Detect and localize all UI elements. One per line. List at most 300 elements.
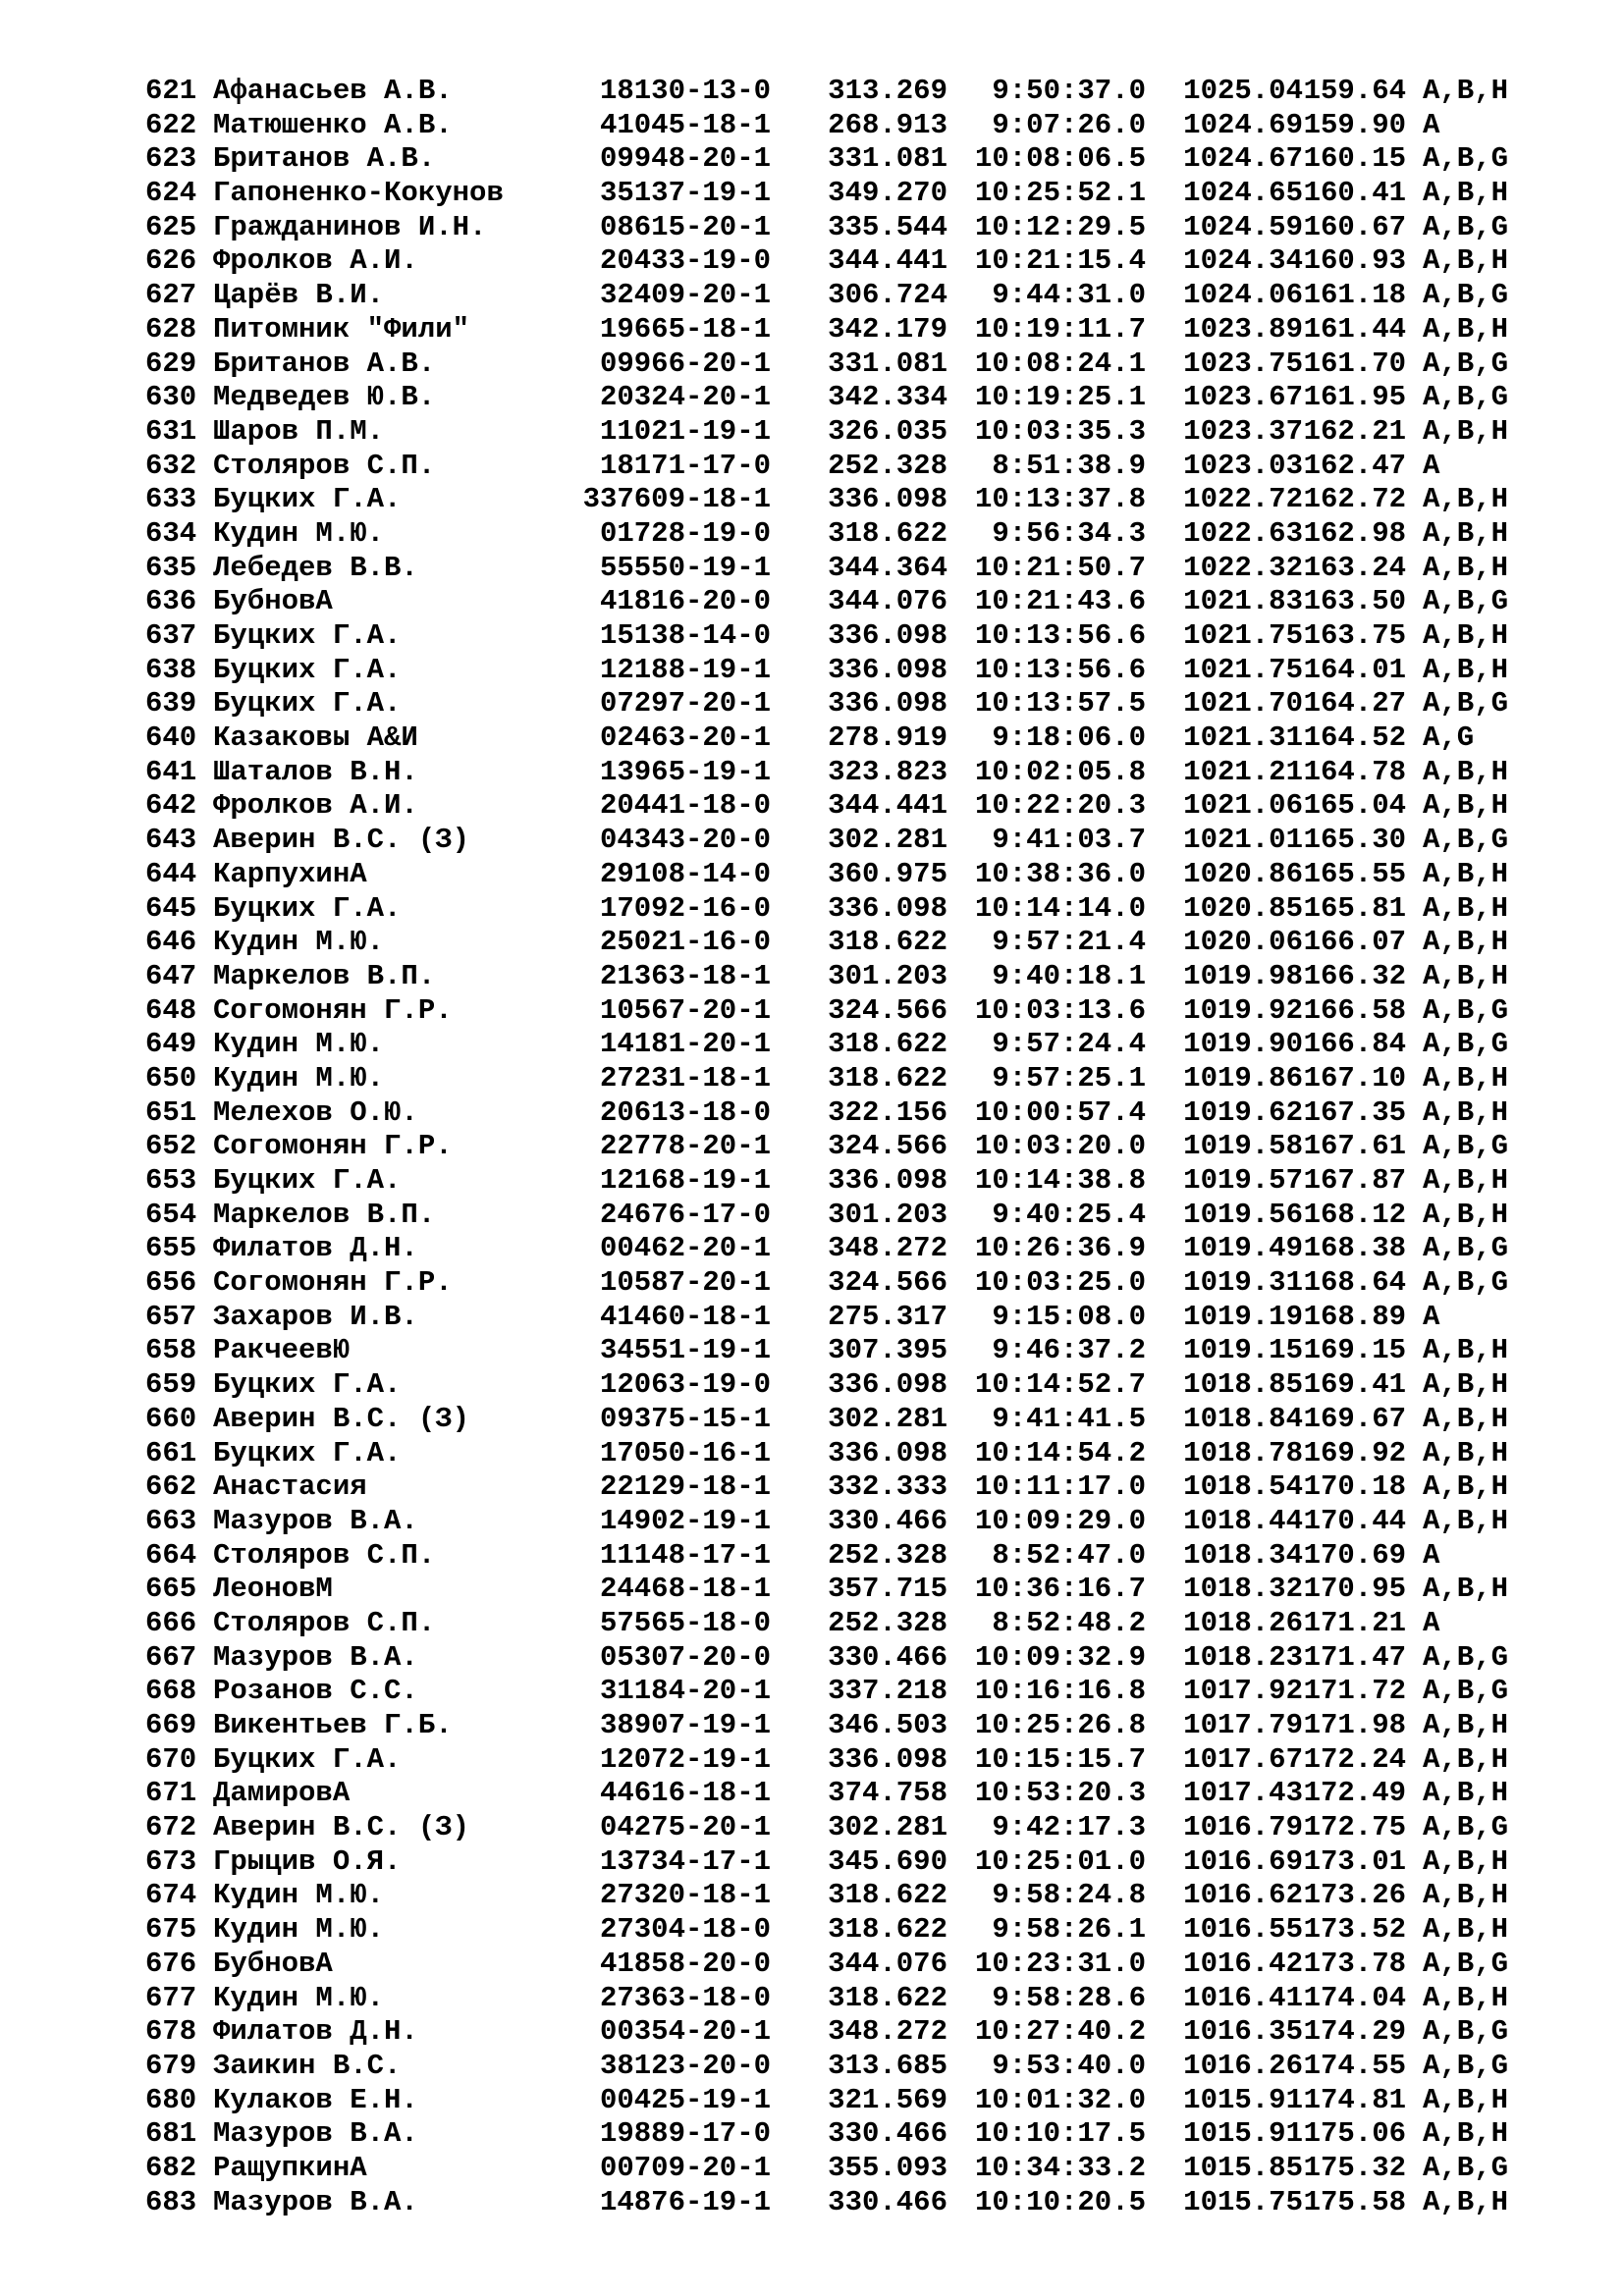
category-cell: A,B,G	[1423, 585, 1509, 618]
category-cell: A,B,G	[1423, 2151, 1509, 2184]
speed-cell: 1023.37	[1183, 414, 1303, 448]
arrival-time-cell: 10:10:17.5	[974, 2117, 1146, 2151]
speed-cell: 1024.67	[1183, 142, 1303, 176]
ring-number-cell: 04343-20-0	[599, 824, 771, 857]
arrival-time-cell: 10:53:20.3	[974, 1777, 1146, 1810]
points-cell: 173.01	[1303, 1844, 1406, 1878]
fancier-name-cell: Царёв В.И.	[213, 279, 385, 312]
speed-cell: 1018.78	[1183, 1436, 1303, 1469]
arrival-time-cell: 10:13:57.5	[974, 687, 1146, 721]
fancier-name-cell: Мелехов О.Ю.	[213, 1095, 418, 1129]
table-row	[145, 1164, 1508, 1199]
table-row	[145, 347, 1508, 382]
table-row	[145, 926, 1508, 960]
table-row	[145, 2152, 1508, 2186]
rank-cell: 657	[145, 1300, 197, 1333]
distance-cell: 326.035	[828, 414, 947, 448]
speed-cell: 1018.32	[1183, 1573, 1303, 1606]
distance-cell: 302.281	[828, 824, 947, 857]
distance-cell: 301.203	[828, 1198, 947, 1231]
table-row	[145, 1199, 1508, 1233]
ring-number-cell: 00462-20-1	[599, 1232, 771, 1265]
points-cell: 166.07	[1303, 926, 1406, 959]
distance-cell: 313.685	[828, 2049, 947, 2082]
table-row	[145, 756, 1508, 790]
ring-number-cell: 38907-19-1	[599, 1709, 771, 1741]
arrival-time-cell: 10:21:15.4	[974, 244, 1146, 278]
category-cell: A,B,H	[1423, 483, 1509, 516]
fancier-name-cell: БубновА	[213, 585, 333, 618]
points-cell: 164.01	[1303, 653, 1406, 686]
category-cell: A,B,G	[1423, 210, 1509, 243]
rank-cell: 654	[145, 1198, 197, 1231]
arrival-time-cell: 10:21:43.6	[974, 585, 1146, 618]
arrival-time-cell: 9:42:17.3	[992, 1811, 1146, 1844]
arrival-time-cell: 10:03:25.0	[974, 1266, 1146, 1300]
rank-cell: 680	[145, 2083, 197, 2116]
ring-number-cell: 07297-20-1	[599, 687, 771, 721]
category-cell: A	[1423, 1606, 1440, 1639]
ring-number-cell: 11148-17-1	[599, 1538, 771, 1572]
points-cell: 172.75	[1303, 1811, 1406, 1844]
speed-cell: 1015.91	[1183, 2083, 1303, 2116]
points-cell: 175.32	[1303, 2151, 1406, 2184]
ring-number-cell: 22129-18-1	[599, 1470, 771, 1504]
fancier-name-cell: Фролков А.И.	[213, 244, 418, 278]
points-cell: 166.32	[1303, 959, 1406, 992]
ring-number-cell: 12072-19-1	[599, 1742, 771, 1776]
speed-cell: 1019.90	[1183, 1028, 1303, 1061]
points-cell: 163.50	[1303, 585, 1406, 618]
points-cell: 167.10	[1303, 1061, 1406, 1095]
ring-number-cell: 14181-20-1	[599, 1028, 771, 1061]
category-cell: A,B,G	[1423, 824, 1509, 857]
arrival-time-cell: 8:51:38.9	[992, 449, 1146, 482]
fancier-name-cell: Согомонян Г.Р.	[213, 1266, 453, 1300]
fancier-name-cell: Столяров С.П.	[213, 1606, 436, 1639]
rank-cell: 653	[145, 1164, 197, 1197]
fancier-name-cell: Буцких Г.А.	[213, 1742, 402, 1776]
table-row	[145, 1709, 1508, 1743]
rank-cell: 640	[145, 721, 197, 755]
category-cell: A,B,G	[1423, 1028, 1509, 1061]
rank-cell: 673	[145, 1844, 197, 1878]
table-row	[145, 1403, 1508, 1437]
points-cell: 161.18	[1303, 279, 1406, 312]
points-cell: 170.69	[1303, 1538, 1406, 1572]
rank-cell: 649	[145, 1028, 197, 1061]
rank-cell: 622	[145, 108, 197, 141]
ring-number-cell: 20613-18-0	[599, 1095, 771, 1129]
category-cell: A,B,H	[1423, 1436, 1509, 1469]
speed-cell: 1022.63	[1183, 516, 1303, 550]
rank-cell: 674	[145, 1879, 197, 1912]
category-cell: A,B,G	[1423, 347, 1509, 380]
distance-cell: 275.317	[828, 1300, 947, 1333]
speed-cell: 1017.67	[1183, 1742, 1303, 1776]
arrival-time-cell: 9:07:26.0	[992, 108, 1146, 141]
rank-cell: 660	[145, 1402, 197, 1435]
table-row	[145, 1301, 1508, 1335]
ring-number-cell: 55550-19-1	[599, 551, 771, 584]
points-cell: 161.95	[1303, 381, 1406, 414]
fancier-name-cell: Кудин М.Ю.	[213, 1028, 385, 1061]
points-cell: 167.35	[1303, 1095, 1406, 1129]
rank-cell: 643	[145, 824, 197, 857]
points-cell: 167.61	[1303, 1130, 1406, 1163]
arrival-time-cell: 9:40:25.4	[992, 1198, 1146, 1231]
fancier-name-cell: Кудин М.Ю.	[213, 1913, 385, 1947]
rank-cell: 628	[145, 312, 197, 346]
category-cell: A,B,H	[1423, 1742, 1509, 1776]
distance-cell: 337.218	[828, 1675, 947, 1708]
rank-cell: 632	[145, 449, 197, 482]
ring-number-cell: 25021-16-0	[599, 926, 771, 959]
rank-cell: 631	[145, 414, 197, 448]
ring-number-cell: 57565-18-0	[599, 1606, 771, 1639]
points-cell: 175.58	[1303, 2185, 1406, 2218]
category-cell: A,B,H	[1423, 551, 1509, 584]
ring-number-cell: 44616-18-1	[599, 1777, 771, 1810]
speed-cell: 1016.41	[1183, 1981, 1303, 2014]
category-cell: A,B,G	[1423, 279, 1509, 312]
fancier-name-cell: Питомник "Фили"	[213, 312, 470, 346]
fancier-name-cell: Афанасьев А.В.	[213, 75, 453, 107]
distance-cell: 322.156	[828, 1095, 947, 1129]
ring-number-cell: 31184-20-1	[599, 1675, 771, 1708]
points-cell: 165.30	[1303, 824, 1406, 857]
speed-cell: 1017.79	[1183, 1709, 1303, 1741]
speed-cell: 1019.98	[1183, 959, 1303, 992]
category-cell: A,B,H	[1423, 1402, 1509, 1435]
ring-number-cell: 12188-19-1	[599, 653, 771, 686]
fancier-name-cell: Мазуров В.А.	[213, 1640, 418, 1674]
category-cell: A,B,H	[1423, 1777, 1509, 1810]
points-cell: 170.44	[1303, 1504, 1406, 1537]
rank-cell: 681	[145, 2117, 197, 2151]
points-cell: 165.04	[1303, 789, 1406, 823]
ring-number-cell: 09966-20-1	[599, 347, 771, 380]
ring-number-cell: 41045-18-1	[599, 108, 771, 141]
speed-cell: 1025.04	[1183, 75, 1303, 107]
fancier-name-cell: Фролков А.И.	[213, 789, 418, 823]
fancier-name-cell: ЛеоновМ	[213, 1573, 333, 1606]
distance-cell: 336.098	[828, 891, 947, 925]
ring-number-cell: 02463-20-1	[599, 721, 771, 755]
points-cell: 164.52	[1303, 721, 1406, 755]
table-row	[145, 858, 1508, 892]
ring-number-cell: 27363-18-0	[599, 1981, 771, 2014]
speed-cell: 1021.06	[1183, 789, 1303, 823]
arrival-time-cell: 10:34:33.2	[974, 2151, 1146, 2184]
distance-cell: 330.466	[828, 1504, 947, 1537]
speed-cell: 1017.92	[1183, 1675, 1303, 1708]
speed-cell: 1016.35	[1183, 2015, 1303, 2049]
table-row	[145, 1130, 1508, 1164]
category-cell: A,B,H	[1423, 1095, 1509, 1129]
table-row	[145, 960, 1508, 994]
table-row	[145, 892, 1508, 927]
speed-cell: 1015.85	[1183, 2151, 1303, 2184]
table-row	[145, 619, 1508, 654]
rank-cell: 661	[145, 1436, 197, 1469]
category-cell: A,B,H	[1423, 2185, 1509, 2218]
distance-cell: 323.823	[828, 755, 947, 788]
rank-cell: 625	[145, 210, 197, 243]
rank-cell: 639	[145, 687, 197, 721]
points-cell: 169.67	[1303, 1402, 1406, 1435]
ring-number-cell: 09948-20-1	[599, 142, 771, 176]
arrival-time-cell: 10:21:50.7	[974, 551, 1146, 584]
category-cell: A,B,G	[1423, 1675, 1509, 1708]
category-cell: A,B,H	[1423, 2083, 1509, 2116]
points-cell: 174.55	[1303, 2049, 1406, 2082]
speed-cell: 1015.75	[1183, 2185, 1303, 2218]
rank-cell: 662	[145, 1470, 197, 1504]
arrival-time-cell: 10:03:13.6	[974, 993, 1146, 1027]
fancier-name-cell: Розанов С.С.	[213, 1675, 418, 1708]
rank-cell: 678	[145, 2015, 197, 2049]
points-cell: 163.75	[1303, 619, 1406, 652]
distance-cell: 318.622	[828, 516, 947, 550]
speed-cell: 1021.83	[1183, 585, 1303, 618]
rank-cell: 663	[145, 1504, 197, 1537]
rank-cell: 648	[145, 993, 197, 1027]
table-row	[145, 450, 1508, 484]
fancier-name-cell: Шаталов В.Н.	[213, 755, 418, 788]
distance-cell: 318.622	[828, 1879, 947, 1912]
ring-number-cell: 27231-18-1	[599, 1061, 771, 1095]
arrival-time-cell: 10:14:14.0	[974, 891, 1146, 925]
ring-number-cell: 27320-18-1	[599, 1879, 771, 1912]
fancier-name-cell: Мазуров В.А.	[213, 2117, 418, 2151]
table-row	[145, 211, 1508, 245]
points-cell: 164.78	[1303, 755, 1406, 788]
category-cell: A,B,H	[1423, 1061, 1509, 1095]
arrival-time-cell: 10:19:11.7	[974, 312, 1146, 346]
distance-cell: 336.098	[828, 483, 947, 516]
rank-cell: 669	[145, 1709, 197, 1741]
points-cell: 171.21	[1303, 1606, 1406, 1639]
points-cell: 168.12	[1303, 1198, 1406, 1231]
arrival-time-cell: 9:50:37.0	[992, 75, 1146, 107]
fancier-name-cell: Кулаков Е.Н.	[213, 2083, 418, 2116]
points-cell: 168.89	[1303, 1300, 1406, 1333]
fancier-name-cell: РакчеевЮ	[213, 1334, 351, 1367]
distance-cell: 318.622	[828, 1913, 947, 1947]
points-cell: 165.81	[1303, 891, 1406, 925]
arrival-time-cell: 9:46:37.2	[992, 1334, 1146, 1367]
fancier-name-cell: Филатов Д.Н.	[213, 2015, 418, 2049]
points-cell: 171.47	[1303, 1640, 1406, 1674]
table-row	[145, 2117, 1508, 2152]
speed-cell: 1024.34	[1183, 244, 1303, 278]
distance-cell: 302.281	[828, 1811, 947, 1844]
ring-number-cell: 09375-15-1	[599, 1402, 771, 1435]
table-row	[145, 654, 1508, 688]
points-cell: 170.18	[1303, 1470, 1406, 1504]
arrival-time-cell: 9:18:06.0	[992, 721, 1146, 755]
points-cell: 174.29	[1303, 2015, 1406, 2049]
table-row	[145, 1573, 1508, 1607]
fancier-name-cell: Кудин М.Ю.	[213, 1879, 385, 1912]
category-cell: A,B,G	[1423, 1232, 1509, 1265]
ring-number-cell: 05307-20-0	[599, 1640, 771, 1674]
speed-cell: 1021.31	[1183, 721, 1303, 755]
points-cell: 174.81	[1303, 2083, 1406, 2116]
category-cell: A,B,H	[1423, 244, 1509, 278]
distance-cell: 318.622	[828, 926, 947, 959]
distance-cell: 268.913	[828, 108, 947, 141]
distance-cell: 318.622	[828, 1028, 947, 1061]
distance-cell: 344.076	[828, 585, 947, 618]
speed-cell: 1020.86	[1183, 857, 1303, 890]
fancier-name-cell: Согомонян Г.Р.	[213, 1130, 453, 1163]
category-cell: A,B,H	[1423, 1709, 1509, 1741]
ring-number-cell: 38123-20-0	[599, 2049, 771, 2082]
speed-cell: 1021.01	[1183, 824, 1303, 857]
category-cell: A,B,G	[1423, 2049, 1509, 2082]
table-row	[145, 1368, 1508, 1403]
rank-cell: 675	[145, 1913, 197, 1947]
arrival-time-cell: 9:53:40.0	[992, 2049, 1146, 2082]
category-cell: A,B,H	[1423, 2117, 1509, 2151]
fancier-name-cell: Викентьев Г.Б.	[213, 1709, 453, 1741]
points-cell: 162.72	[1303, 483, 1406, 516]
ring-number-cell: 17092-16-0	[599, 891, 771, 925]
ring-number-cell: 15138-14-0	[599, 619, 771, 652]
ring-number-cell: 32409-20-1	[599, 279, 771, 312]
table-row	[145, 1777, 1508, 1811]
points-cell: 169.41	[1303, 1368, 1406, 1402]
arrival-time-cell: 10:25:01.0	[974, 1844, 1146, 1878]
distance-cell: 336.098	[828, 1368, 947, 1402]
table-row	[145, 483, 1508, 517]
fancier-name-cell: Столяров С.П.	[213, 449, 436, 482]
table-row	[145, 1437, 1508, 1471]
arrival-time-cell: 10:38:36.0	[974, 857, 1146, 890]
fancier-name-cell: Буцких Г.А.	[213, 653, 402, 686]
rank-cell: 647	[145, 959, 197, 992]
arrival-time-cell: 9:58:26.1	[992, 1913, 1146, 1947]
distance-cell: 336.098	[828, 687, 947, 721]
arrival-time-cell: 9:58:24.8	[992, 1879, 1146, 1912]
table-row	[145, 279, 1508, 313]
category-cell: A,B,G	[1423, 687, 1509, 721]
table-row	[145, 1062, 1508, 1096]
speed-cell: 1023.03	[1183, 449, 1303, 482]
ring-number-cell: 35137-19-1	[599, 177, 771, 210]
rank-cell: 666	[145, 1606, 197, 1639]
points-cell: 173.26	[1303, 1879, 1406, 1912]
distance-cell: 360.975	[828, 857, 947, 890]
distance-cell: 349.270	[828, 177, 947, 210]
category-cell: A,B,H	[1423, 857, 1509, 890]
speed-cell: 1016.55	[1183, 1913, 1303, 1947]
category-cell: A,B,G	[1423, 381, 1509, 414]
rank-cell: 664	[145, 1538, 197, 1572]
speed-cell: 1023.67	[1183, 381, 1303, 414]
rank-cell: 652	[145, 1130, 197, 1163]
ring-number-cell: 18171-17-0	[599, 449, 771, 482]
arrival-time-cell: 9:15:08.0	[992, 1300, 1146, 1333]
rank-cell: 676	[145, 1947, 197, 1980]
distance-cell: 374.758	[828, 1777, 947, 1810]
distance-cell: 307.395	[828, 1334, 947, 1367]
distance-cell: 342.334	[828, 381, 947, 414]
table-row	[145, 75, 1508, 109]
arrival-time-cell: 10:12:29.5	[974, 210, 1146, 243]
points-cell: 159.64	[1303, 75, 1406, 107]
table-row	[145, 2186, 1508, 2220]
table-row	[145, 687, 1508, 721]
speed-cell: 1016.62	[1183, 1879, 1303, 1912]
fancier-name-cell: Мазуров В.А.	[213, 2185, 418, 2218]
category-cell: A,B,H	[1423, 312, 1509, 346]
table-row	[145, 552, 1508, 586]
rank-cell: 655	[145, 1232, 197, 1265]
distance-cell: 252.328	[828, 1606, 947, 1639]
rank-cell: 629	[145, 347, 197, 380]
category-cell: A,B,H	[1423, 755, 1509, 788]
fancier-name-cell: Буцких Г.А.	[213, 891, 402, 925]
arrival-time-cell: 10:13:56.6	[974, 653, 1146, 686]
table-row	[145, 177, 1508, 211]
category-cell: A,B,H	[1423, 1334, 1509, 1367]
speed-cell: 1019.57	[1183, 1164, 1303, 1197]
speed-cell: 1019.92	[1183, 993, 1303, 1027]
speed-cell: 1019.49	[1183, 1232, 1303, 1265]
arrival-time-cell: 10:23:31.0	[974, 1947, 1146, 1980]
rank-cell: 621	[145, 75, 197, 107]
speed-cell: 1016.42	[1183, 1947, 1303, 1980]
table-row	[145, 517, 1508, 552]
table-row	[145, 1879, 1508, 1913]
points-cell: 165.55	[1303, 857, 1406, 890]
category-cell: A,B,H	[1423, 891, 1509, 925]
speed-cell: 1019.15	[1183, 1334, 1303, 1367]
points-cell: 160.41	[1303, 177, 1406, 210]
speed-cell: 1016.69	[1183, 1844, 1303, 1878]
points-cell: 174.04	[1303, 1981, 1406, 2014]
distance-cell: 301.203	[828, 959, 947, 992]
rank-cell: 623	[145, 142, 197, 176]
speed-cell: 1015.91	[1183, 2117, 1303, 2151]
points-cell: 162.47	[1303, 449, 1406, 482]
fancier-name-cell: Анастасия	[213, 1470, 367, 1504]
arrival-time-cell: 10:14:52.7	[974, 1368, 1146, 1402]
distance-cell: 324.566	[828, 1266, 947, 1300]
category-cell: A	[1423, 1538, 1440, 1572]
table-row	[145, 824, 1508, 858]
speed-cell: 1024.69	[1183, 108, 1303, 141]
rank-cell: 624	[145, 177, 197, 210]
arrival-time-cell: 10:22:20.3	[974, 789, 1146, 823]
rank-cell: 656	[145, 1266, 197, 1300]
arrival-time-cell: 9:41:03.7	[992, 824, 1146, 857]
points-cell: 159.90	[1303, 108, 1406, 141]
fancier-name-cell: Казаковы А&И	[213, 721, 418, 755]
fancier-name-cell: Кудин М.Ю.	[213, 1981, 385, 2014]
rank-cell: 670	[145, 1742, 197, 1776]
points-cell: 161.70	[1303, 347, 1406, 380]
fancier-name-cell: Аверин В.С. (З)	[213, 824, 470, 857]
arrival-time-cell: 10:25:26.8	[974, 1709, 1146, 1741]
distance-cell: 321.569	[828, 2083, 947, 2116]
ring-number-cell: 337609-18-1	[582, 483, 771, 516]
category-cell: A,B,H	[1423, 1981, 1509, 2014]
arrival-time-cell: 10:25:52.1	[974, 177, 1146, 210]
